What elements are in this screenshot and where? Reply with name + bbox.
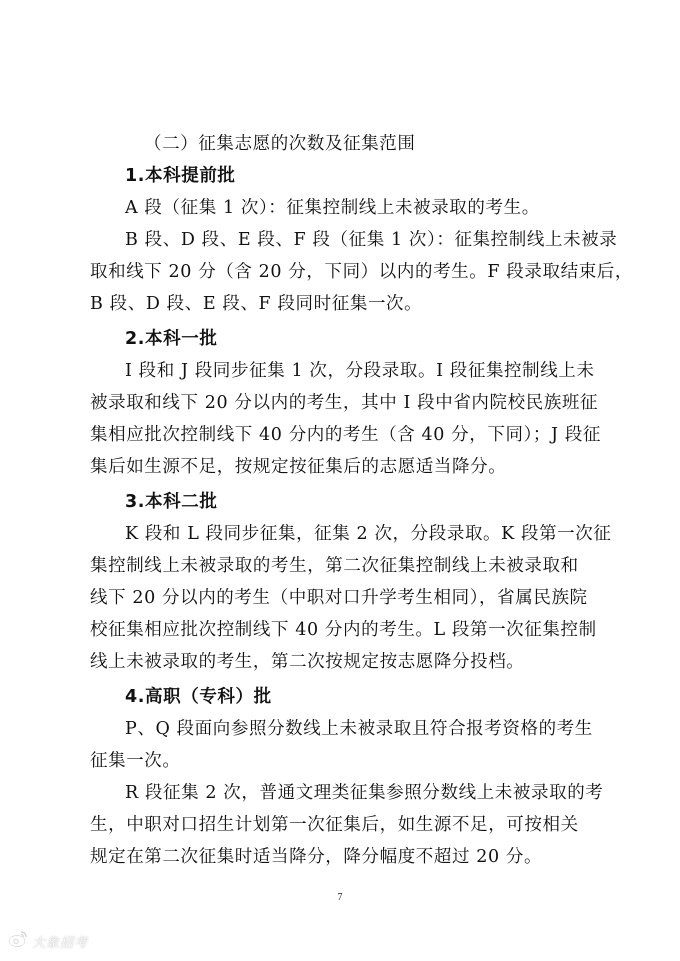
paragraph-line: P、Q 段面向参照分数线上未被录取且符合报考资格的考生 (125, 719, 593, 739)
paragraph-line: K 段和 L 段同步征集，征集 2 次，分段录取。K 段第一次征 (125, 524, 612, 544)
paragraph-line: 征集一次。 (90, 751, 181, 771)
paragraph-line: 集控制线上未被录取的考生，第二次征集控制线上未被录取和 (90, 556, 579, 576)
subsection-title-4: 4.高职（专科）批 (125, 687, 272, 707)
subsection-title-2: 2.本科一批 (125, 329, 218, 349)
sina-weibo-icon (8, 930, 28, 952)
subsection-title-1: 1.本科提前批 (125, 166, 236, 186)
subsection-title-3: 3.本科二批 (125, 492, 218, 512)
paragraph-line: B 段、D 段、E 段、F 段同时征集一次。 (90, 294, 423, 314)
paragraph-line: 线下 20 分以内的考生（中职对口升学考生相同），省属民族院 (90, 588, 588, 608)
paragraph-line: R 段征集 2 次，普通文理类征集参照分数线上未被录取的考 (125, 783, 604, 803)
paragraph-line: 生，中职对口招生计划第一次征集后，如生源不足，可按相关 (90, 815, 579, 835)
paragraph-line: 线上未被录取的考生，第二次按规定按志愿降分投档。 (90, 652, 525, 672)
document-body (90, 128, 633, 873)
paragraph-line: 集相应批次控制线下 40 分内的考生（含 40 分，下同）；J 段征 (90, 425, 602, 445)
section-heading: （二）征集志愿的次数及征集范围 (144, 134, 416, 154)
paragraph-line: I 段和 J 段同步征集 1 次，分段录取。I 段征集控制线上未 (125, 361, 595, 381)
paragraph-line: 被录取和线下 20 分以内的考生，其中 I 段中省内院校民族班征 (90, 393, 599, 413)
paragraph-line: 规定在第二次征集时适当降分，降分幅度不超过 20 分。 (90, 847, 543, 867)
paragraph-line: 校征集相应批次控制线下 40 分内的考生。L 段第一次征集控制 (90, 620, 597, 640)
page-number: 7 (337, 892, 343, 903)
paragraph-line: A 段（征集 1 次）：征集控制线上未被录取的考生。 (125, 198, 540, 218)
watermark-text: 大象招考 (32, 935, 89, 951)
paragraph-line: 集后如生源不足，按规定按征集后的志愿适当降分。 (90, 457, 507, 477)
paragraph-line: B 段、D 段、E 段、F 段（征集 1 次）：征集控制线上未被录 (125, 230, 618, 250)
paragraph-line: 取和线下 20 分（含 20 分，下同）以内的考生。F 段录取结束后， (90, 262, 633, 282)
watermark (8, 930, 88, 952)
